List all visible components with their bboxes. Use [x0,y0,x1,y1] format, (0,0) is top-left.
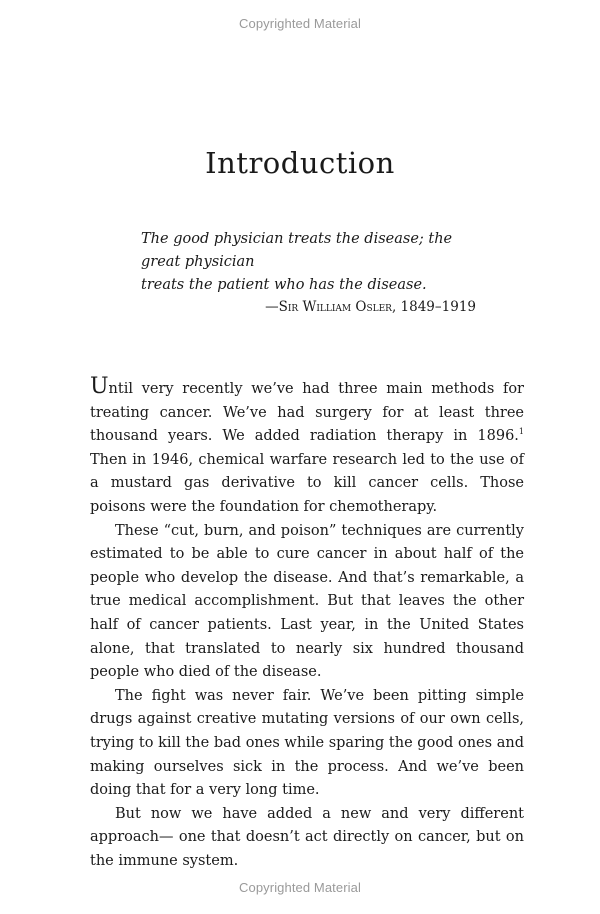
paragraph-3: The fight was never fair. We’ve been pitting simple drugs against creative mutating versions of our own cells, trying to kill the bad ones while sparing the good ones and making ourselves sick in the process. And we’ve been doing that for a very long time. [90,687,524,799]
chapter-title: Introduction [205,146,395,180]
opening-initial: U [90,374,109,399]
copyright-watermark-top: Copyrighted Material [239,16,361,31]
paragraph-1 [90,374,524,520]
epigraph [141,228,476,319]
paragraph-4: But now we have added a new and very different approach— one that doesn’t act directly on cancer, but on the immune system. [90,805,524,869]
paragraph-2: These “cut, burn, and poison” techniques are currently estimated to be able to cure cancer in about half of the people who develop the disease. And that’s remarkable, a true medical accomplishment. But that leaves the other half of cancer patients. Last year, in the United States alone, that translated to nearly six hundred thousand people who died of the disease. [90,522,524,681]
paragraph-1-text-a: ntil very recently we’ve had three main methods for treating cancer. We’ve had surgery for at least three thousand years. We added radiation therapy in 1896. [90,381,524,445]
chapter-body [90,374,524,873]
attribution-years: , 1849–1919 [391,299,476,315]
footnote-marker: 1 [518,427,524,437]
attribution-name: Sir William Osler [278,299,392,315]
epigraph-quote [141,228,476,297]
epigraph-quote-line-2: treats the patient who has the disease. [141,277,427,293]
copyright-watermark-bottom: Copyrighted Material [239,880,361,895]
attribution-dash: — [265,299,279,315]
paragraph-1-text-b: Then in 1946, chemical warfare research led to the use of a mustard gas derivative to kill cancer cells. Those poisons were the foundation for chemotherapy. [90,451,524,515]
epigraph-quote-line-1: The good physician treats the disease; the great physician [141,231,453,270]
epigraph-attribution [141,296,476,319]
